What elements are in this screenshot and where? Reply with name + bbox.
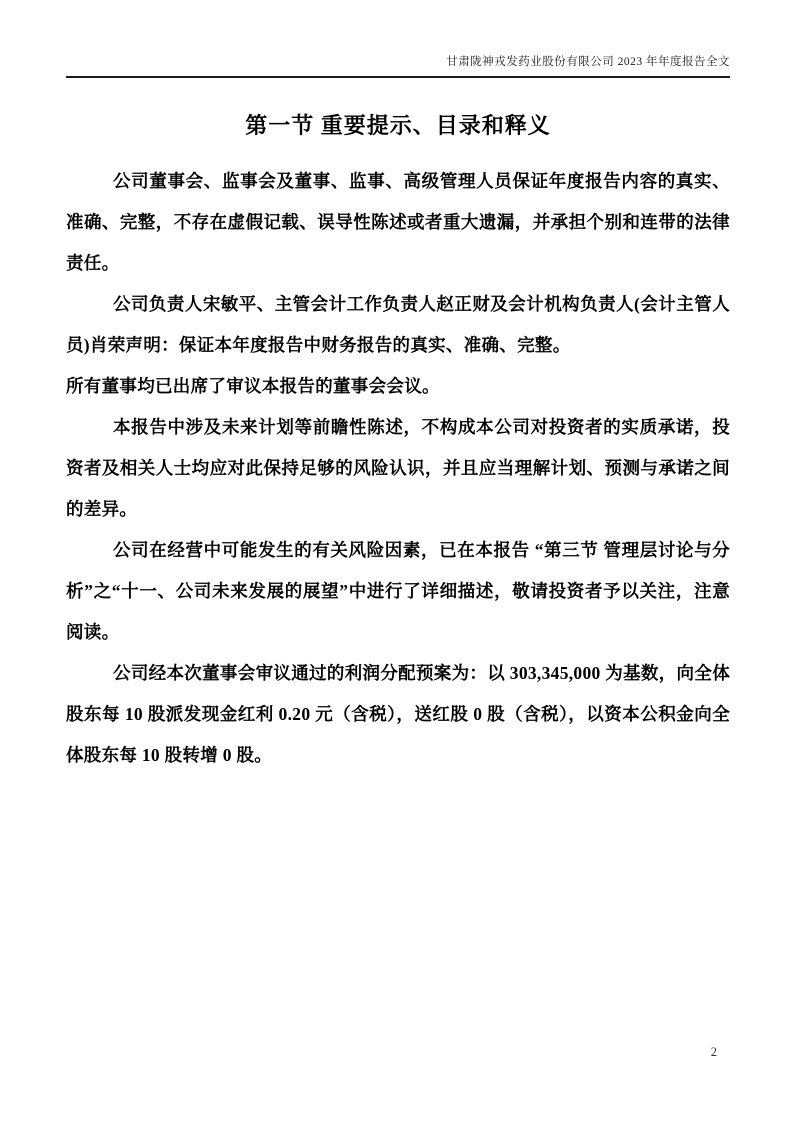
- paragraph-directors-attendance: 所有董事均已出席了审议本报告的董事会会议。: [66, 376, 440, 396]
- page-number: 2: [710, 1045, 717, 1059]
- header-rule: [66, 76, 730, 78]
- report-page: [66, 0, 730, 776]
- section-title: 第一节 重要提示、目录和释义: [245, 113, 551, 138]
- paragraph-risk-factors: 公司在经营中可能发生的有关风险因素，已在本报告 “第三节 管理层讨论与分析”之“十一、公司未来发展的展望”中进行了详细描述，敬请投资者予以关注，注意阅读。: [66, 540, 730, 642]
- paragraph-profit-distribution: 公司经本次董事会审议通过的利润分配预案为：以 303,345,000 为基数，向全体股东每 10 股派发现金红利 0.20 元（含税），送红股 0 股（含税），以资本公积金向全体股东每 10 股转增 0 股。: [66, 663, 731, 765]
- paragraph-responsible-persons: 公司负责人宋敏平、主管会计工作负责人赵正财及会计机构负责人(会计主管人员)肖荣声明：保证本年度报告中财务报告的真实、准确、完整。: [66, 294, 730, 355]
- paragraph-forward-looking: 本报告中涉及未来计划等前瞻性陈述，不构成本公司对投资者的实质承诺，投资者及相关人士均应对此保持足够的风险认识，并且应当理解计划、预测与承诺之间的差异。: [66, 417, 730, 519]
- running-header: 甘肃陇神戎发药业股份有限公司 2023 年年度报告全文: [446, 56, 730, 68]
- body-text: [66, 161, 730, 776]
- paragraph-board-guarantee: 公司董事会、监事会及董事、监事、高级管理人员保证年度报告内容的真实、准确、完整，不存在虚假记载、误导性陈述或者重大遗漏，并承担个别和连带的法律责任。: [66, 171, 730, 273]
